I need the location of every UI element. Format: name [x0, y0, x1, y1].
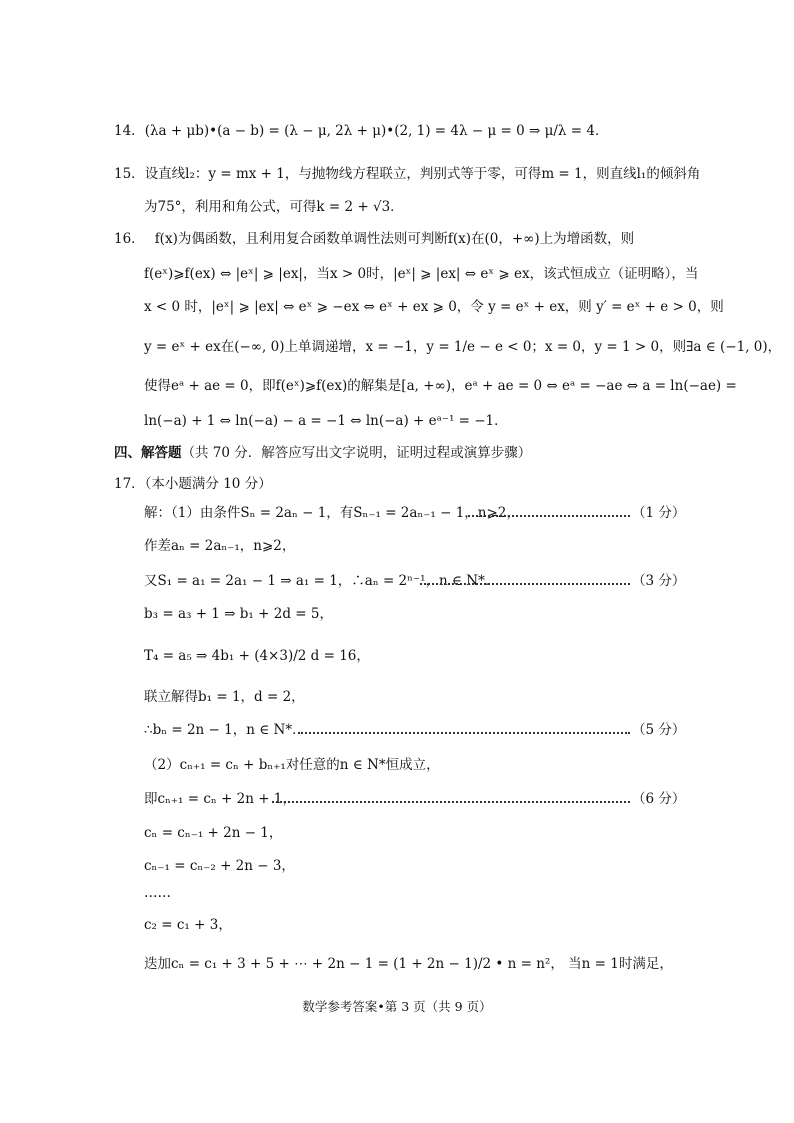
item-16-text-4: y = eˣ + ex在(−∞, 0)上单调递增，x = −1，y = 1/e − e < 0；x = 0，y = 1 > 0，则∃a ∈ (−1, 0)， [144, 339, 782, 355]
solution-line-10: cₙ = cₙ₋₁ + 2n − 1， [144, 825, 283, 841]
score-5: （5 分） [632, 722, 686, 738]
solution-line-4: b₃ = a₃ + 1 ⇒ b₁ + 2d = 5， [144, 606, 333, 622]
solution-line-9: 即cₙ₊₁ = cₙ + 2n + 1， [144, 791, 296, 807]
item-16-line-6 [144, 411, 508, 431]
dot-leader [468, 515, 630, 517]
item-16-line-5 [144, 376, 737, 396]
item-16-text-2: f(eˣ)⩾f(ex) ⇔ |eˣ| ⩾ |ex|，当x > 0时，|eˣ| ⩾ |ex| ⇔ eˣ ⩾ ex，该式恒成立（证明略），当 [144, 266, 699, 282]
page-footer: 数学参考答案•第 3 页（共 9 页） [302, 999, 492, 1014]
item-number: 16． [114, 231, 145, 247]
score-3: （3 分） [632, 573, 686, 589]
solution-line-11: cₙ₋₁ = cₙ₋₂ + 2n − 3， [144, 858, 295, 874]
item-16-text-3: x < 0 时，|eˣ| ⩾ |ex| ⇔ eˣ ⩾ −ex ⇔ eˣ + ex ⩾ 0，令 y = eˣ + ex，则 y′ = eˣ + e > 0，则 [144, 299, 724, 315]
score-6: （6 分） [632, 791, 686, 807]
item-16-line-1 [114, 229, 634, 249]
item-number: 15． [114, 166, 145, 182]
solution-line-5: T₄ = a₅ ⇒ 4b₁ + (4×3)/2 d = 16， [144, 648, 370, 664]
solution-line-13: c₂ = c₁ + 3， [144, 917, 232, 933]
solution-line-2: 作差aₙ = 2aₙ₋₁，n⩾2， [144, 538, 296, 554]
item-16-line-4 [144, 337, 781, 357]
item-15-text-2: 为75°，利用和角公式，可得k = 2 + √3． [144, 199, 404, 215]
item-number: 14． [114, 123, 145, 139]
item-16-text-1: f(x)为偶函数，且利用复合函数单调性法则可判断f(x)在(0，+∞)上为增函数，则 [154, 231, 635, 247]
score-1: （1 分） [632, 505, 686, 521]
item-15-text-1: 设直线l₂：y = mx + 1，与抛物线方程联立，判别式等于零，可得m = 1，则直线l₁的倾斜角 [144, 166, 701, 182]
solution-line-14: 迭加cₙ = c₁ + 3 + 5 + ⋯ + 2n − 1 = (1 + 2n − 1)/2 • n = n²， 当n = 1时满足， [144, 956, 673, 972]
item-16-text-5: 使得eᵃ + ae = 0，即f(eˣ)⩾f(ex)的解集是[a, +∞)，eᵃ + ae = 0 ⇔ eᵃ = −ae ⇔ a = ln(−ae) = [144, 378, 737, 394]
solution-line-6: 联立解得b₁ = 1，d = 2， [144, 689, 305, 705]
solution-line-7: ∴bₙ = 2n − 1，n ∈ N*． [144, 722, 306, 738]
item-15-line-2 [144, 197, 404, 217]
dot-leader [420, 583, 630, 585]
item-16-line-3 [144, 297, 724, 317]
solution-line-1: 解：（1）由条件Sₙ = 2aₙ − 1，有Sₙ₋₁ = 2aₙ₋₁ − 1，n⩾2， [144, 505, 520, 521]
solution-line-8: （2）cₙ₊₁ = cₙ + bₙ₊₁对任意的n ∈ N*恒成立， [144, 757, 440, 773]
dot-leader [272, 801, 630, 803]
section-title: 四、解答题 [114, 445, 182, 461]
item-16-text-6: ln(−a) + 1 ⇔ ln(−a) − a = −1 ⇔ ln(−a) + eᵃ⁻¹ = −1． [144, 413, 508, 429]
section-desc: （共 70 分．解答应写出文字说明，证明过程或演算步骤） [181, 445, 532, 461]
dot-leader [298, 732, 630, 734]
solution-line-12: …… [144, 885, 171, 901]
item-17-header: 17．（本小题满分 10 分） [114, 476, 272, 492]
section-4-heading [114, 443, 531, 463]
solution-line-3: 又S₁ = a₁ = 2a₁ − 1 ⇒ a₁ = 1，∴aₙ = 2ⁿ⁻¹，n ∈ N*． [144, 573, 499, 589]
item-16-line-2 [144, 264, 698, 284]
formula-14: (λa + μb)•(a − b) = (λ − μ, 2λ + μ)•(2, 1) = 4λ − μ = 0 ⇒ μ/λ = 4． [144, 123, 609, 139]
item-14 [114, 121, 608, 141]
item-15-line-1 [114, 164, 700, 184]
